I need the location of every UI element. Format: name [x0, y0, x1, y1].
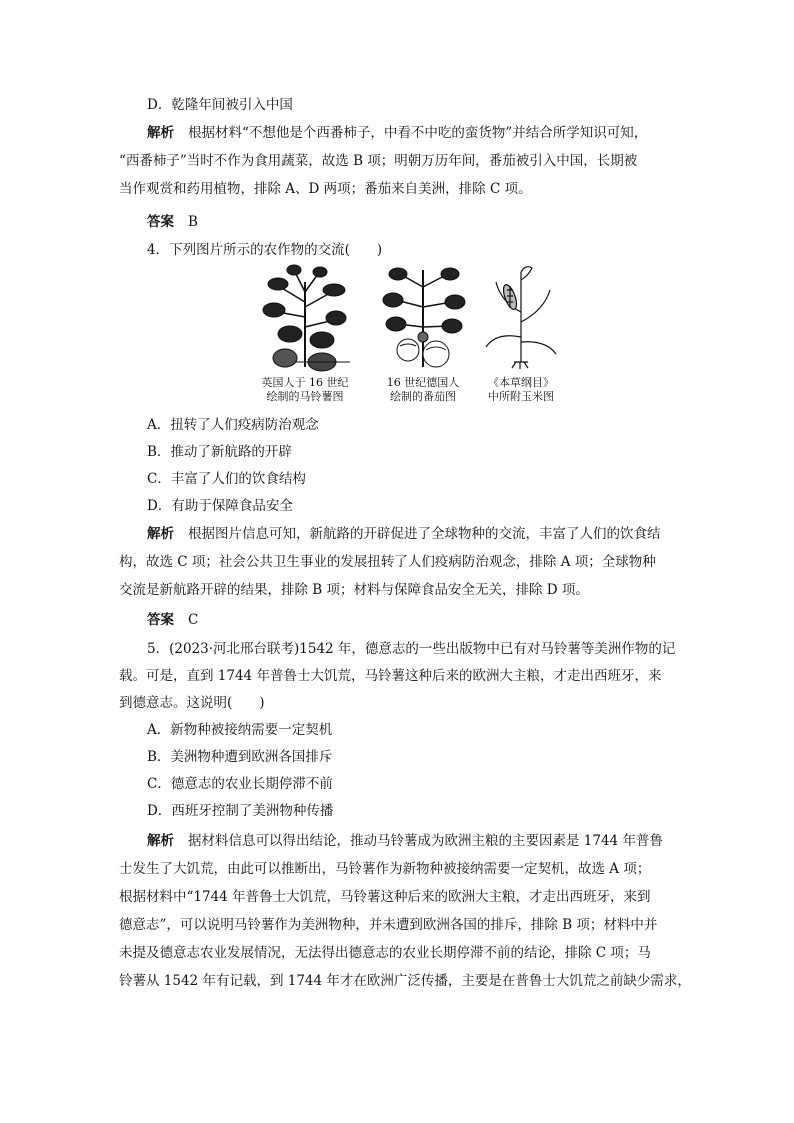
figure-tomato — [368, 262, 478, 402]
q5-option-a: A．新物种被接纳需要一定契机 — [147, 722, 333, 738]
figure-potato-caption-1: 英国人于 16 世纪 — [261, 376, 349, 389]
q4-option-c: C．丰富了人们的饮食结构 — [147, 471, 306, 487]
q4-figures — [250, 262, 570, 412]
q4-answer — [147, 611, 707, 629]
q5-stem-line-2: 载。可是，直到 1744 年普鲁士大饥荒，马铃薯这种后来的欧洲大主粮，才走出西班牙，来 — [119, 668, 662, 684]
figure-potato — [250, 262, 360, 402]
q5-stem-line-3: 到德意志。这说明( ) — [119, 695, 265, 711]
q3-analysis-line-1 — [147, 124, 707, 142]
q4-analysis-line-3: 交流是新航路开辟的结果，排除 B 项；材料与保障食品安全无关，排除 D 项。 — [119, 582, 589, 598]
q3-answer-label: 答案 — [147, 214, 174, 230]
q4-analysis-line-2: 构，故选 C 项；社会公共卫生事业的发展扭转了人们疫病防治观念，排除 A 项；全球物种 — [119, 554, 656, 570]
q5-analysis-line-1 — [147, 832, 707, 850]
q5-analysis-line-2: 士发生了大饥荒，由此可以推断出，马铃薯作为新物种被接纳需要一定契机，故选 A 项； — [119, 861, 651, 877]
figure-tomato-caption-1: 16 世纪德国人 — [386, 376, 460, 389]
tomato-plant-illustration — [368, 262, 478, 374]
q5-analysis-line-5: 未提及德意志农业发展情况，无法得出德意志的农业长期停滞不前的结论，排除 C 项；马 — [119, 945, 651, 961]
q5-analysis-label: 解析 — [147, 833, 174, 849]
figure-potato-caption-2: 绘制的马铃薯图 — [266, 390, 344, 403]
q4-analysis-text-1: 根据图片信息可知，新航路的开辟促进了全球物种的交流，丰富了人们的饮食结 — [188, 526, 661, 542]
q3-analysis-line-3: 当作观赏和药用植物，排除 A、D 两项；番茄来自美洲，排除 C 项。 — [119, 181, 532, 197]
q5-analysis-line-6: 铃薯从 1542 年有记载，到 1744 年才在欧洲广泛传播，主要是在普鲁士大饥荒之前缺少需求， — [119, 973, 691, 989]
q3-answer-value: B — [188, 214, 198, 230]
figure-corn-caption-2: 中所附玉米图 — [488, 390, 554, 403]
q5-option-d: D．西班牙控制了美洲物种传播 — [147, 803, 334, 819]
q4-answer-value: C — [188, 612, 199, 628]
q5-analysis-line-3: 根据材料中“1744 年普鲁士大饥荒，马铃薯这种后来的欧洲大主粮，才走出西班牙，来到 — [119, 889, 651, 905]
q4-analysis-line-1 — [147, 525, 707, 543]
q4-answer-label: 答案 — [147, 612, 174, 628]
figure-corn-caption-1: 《本草纲目》 — [488, 376, 554, 389]
q5-analysis-text-1: 据材料信息可以得出结论，推动马铃薯成为欧洲主粮的主要因素是 1744 年普鲁 — [188, 833, 663, 849]
q5-analysis-line-4: 德意志”，可以说明马铃薯作为美洲物种，并未遭到欧洲各国的排斥，排除 B 项；材料中并 — [119, 917, 658, 933]
q4-option-b: B．推动了新航路的开辟 — [147, 444, 292, 460]
q4-stem: 4．下列图片所示的农作物的交流( ) — [147, 242, 383, 258]
q4-option-a: A．扭转了人们疫病防治观念 — [147, 417, 319, 433]
q3-analysis-label: 解析 — [147, 125, 174, 141]
q5-option-b: B．美洲物种遭到欧洲各国排斥 — [147, 749, 333, 765]
q3-analysis-line-2: “西番柿子”当时不作为食用蔬菜，故选 B 项；明朝万历年间，番茄被引入中国，长期被 — [119, 153, 638, 169]
figure-tomato-caption-2: 绘制的番茄图 — [390, 390, 456, 403]
q4-option-d: D．有助于保障食品安全 — [147, 498, 293, 514]
q4-analysis-label: 解析 — [147, 526, 174, 542]
potato-plant-illustration — [250, 262, 360, 374]
q5-stem-line-1: 5．(2023·河北邢台联考)1542 年，德意志的一些出版物中已有对马铃薯等美洲作物的记 — [147, 641, 676, 657]
figure-corn — [466, 262, 576, 402]
q5-option-c: C．德意志的农业长期停滞不前 — [147, 776, 333, 792]
q3-answer — [147, 213, 707, 231]
q3-option-d: D．乾隆年间被引入中国 — [147, 97, 293, 113]
q3-analysis-text-1: 根据材料“不想他是个西番柿子，中看不中吃的蛮货物”并结合所学知识可知， — [188, 125, 648, 141]
corn-plant-illustration — [466, 262, 576, 374]
